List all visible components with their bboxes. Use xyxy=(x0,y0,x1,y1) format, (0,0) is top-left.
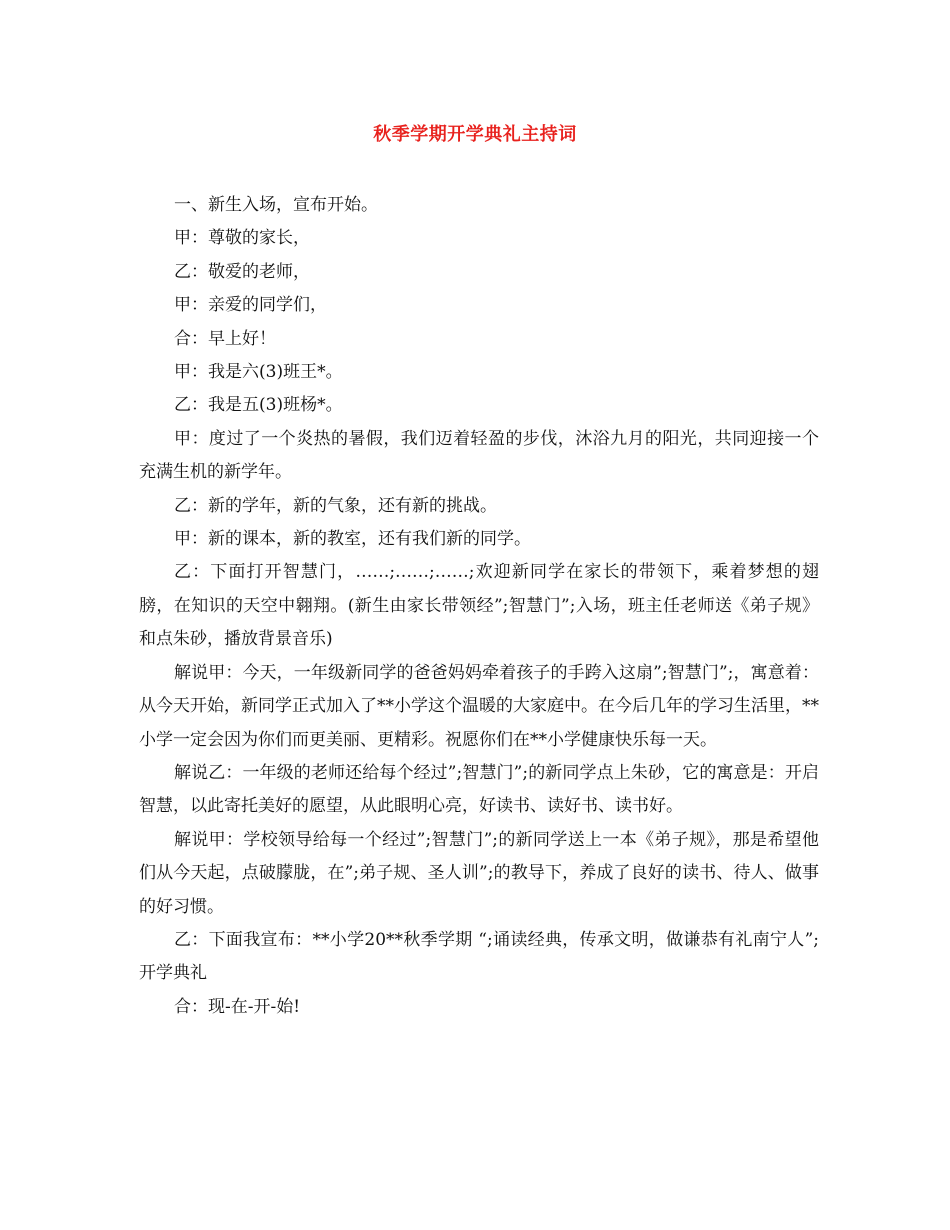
paragraph: 甲：亲爱的同学们， xyxy=(174,295,327,316)
paragraph: 解说乙：一年级的老师还给每个经过”;智慧门”;的新同学点上朱砂，它的寓意是：开启智慧，以此寄托美好的愿望，从此眼明心亮，好读书、读好书、读书好。 xyxy=(139,762,819,817)
paragraph: 合：早上好！ xyxy=(174,328,276,349)
paragraph: 合：现-在-开-始! xyxy=(174,996,301,1017)
paragraph: 乙：下面我宣布：**小学20**秋季学期 “;诵读经典，传承文明，做谦恭有礼南宁人”;开学典礼 xyxy=(139,929,819,984)
paragraph: 乙：敬爱的老师， xyxy=(174,261,310,282)
paragraph: 甲：新的课本，新的教室，还有我们新的同学。 xyxy=(174,529,531,550)
paragraph: 解说甲：今天，一年级新同学的爸爸妈妈牵着孩子的手跨入这扇”;智慧门”;，寓意着：从今天开始，新同学正式加入了**小学这个温暖的大家庭中。在今后几年的学习生活里，**小学一定会因为你们而更美丽、更精彩。祝愿你们在**小学健康快乐每一天。 xyxy=(139,662,819,750)
paragraph: 一、新生入场，宣布开始。 xyxy=(174,195,378,215)
paragraph: 甲：度过了一个炎热的暑假，我们迈着轻盈的步伐，沐浴九月的阳光，共同迎接一个充满生机的新学年。 xyxy=(139,428,819,483)
paragraph: 乙：新的学年，新的气象，还有新的挑战。 xyxy=(174,495,497,516)
paragraph: 甲：尊敬的家长， xyxy=(174,228,310,249)
paragraph: 乙：下面打开智慧门，……;……;……;欢迎新同学在家长的带领下，乘着梦想的翅膀，在知识的天空中翱翔。(新生由家长带领经”;智慧门”;入场，班主任老师送《弟子规》和点朱砂，播放背景音乐) xyxy=(139,562,819,650)
paragraph: 解说甲：学校领导给每一个经过”;智慧门”;的新同学送上一本《弟子规》，那是希望他们从今天起，点破朦胧，在”;弟子规、圣人训”;的教导下，养成了良好的读书、待人、做事的好习惯。 xyxy=(139,829,819,917)
paragraph: 乙：我是五(3)班杨*。 xyxy=(174,395,343,416)
paragraph: 甲：我是六(3)班王*。 xyxy=(174,362,343,383)
document-title: 秋季学期开学典礼主持词 xyxy=(373,124,577,145)
document-body xyxy=(139,189,819,1024)
